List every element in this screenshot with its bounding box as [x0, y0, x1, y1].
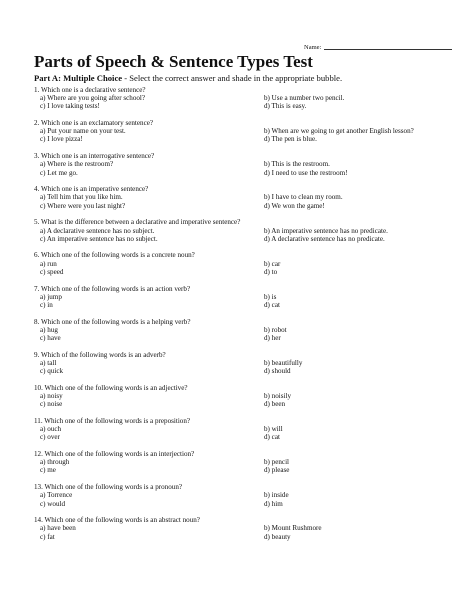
choice-c[interactable]: c) would	[40, 499, 66, 508]
choice-c[interactable]: c) in	[40, 300, 53, 309]
question	[34, 218, 454, 251]
question	[34, 251, 454, 284]
question-stem: 13. Which one of the following words is a pronoun?	[34, 483, 183, 492]
choice-d[interactable]: d) should	[264, 367, 291, 376]
choice-a[interactable]: a) Put your name on your test.	[40, 127, 126, 136]
choice-b[interactable]: b) An imperative sentence has no predicate.	[264, 226, 388, 235]
choice-a[interactable]: a) run	[40, 259, 57, 268]
question-stem: 6. Which one of the following words is a concrete noun?	[34, 251, 195, 260]
question-stem: 7. Which one of the following words is an action verb?	[34, 284, 191, 293]
question	[34, 86, 454, 119]
choice-a[interactable]: a) have been	[40, 524, 76, 533]
choice-b[interactable]: b) Use a number two pencil.	[264, 94, 345, 103]
question-stem: 9. Which of the following words is an adverb?	[34, 350, 166, 359]
choice-a[interactable]: a) Where are you going after school?	[40, 94, 146, 103]
choice-c[interactable]: c) over	[40, 433, 60, 442]
page-title: Parts of Speech & Sentence Types Test	[34, 52, 313, 71]
choice-a[interactable]: a) ouch	[40, 425, 62, 434]
name-underline[interactable]	[324, 49, 452, 50]
choice-c[interactable]: c) have	[40, 334, 61, 343]
choice-b[interactable]: b) This is the restroom.	[264, 160, 330, 169]
part-label: Part A: Multiple Choice	[34, 73, 123, 83]
question	[34, 285, 454, 318]
question	[34, 152, 454, 185]
choice-c[interactable]: c) me	[40, 466, 56, 475]
question-stem: 2. Which one is an exclamatory sentence?	[34, 119, 154, 128]
choice-c[interactable]: c) fat	[40, 532, 55, 541]
choice-b[interactable]: b) noisily	[264, 392, 291, 401]
choice-c[interactable]: c) speed	[40, 267, 64, 276]
question	[34, 516, 454, 549]
question-stem: 3. Which one is an interrogative sentence?	[34, 152, 155, 161]
choice-a[interactable]: a) A declarative sentence has no subject.	[40, 226, 155, 235]
question-stem: 4. Which one is an imperative sentence?	[34, 185, 149, 194]
choice-a[interactable]: a) Torrence	[40, 491, 73, 500]
choice-a[interactable]: a) Tell him that you like him.	[40, 193, 123, 202]
choice-a[interactable]: a) noisy	[40, 392, 63, 401]
choice-b[interactable]: b) will	[264, 425, 283, 434]
question	[34, 318, 454, 351]
question-stem: 8. Which one of the following words is a helping verb?	[34, 317, 191, 326]
choice-d[interactable]: d) This is easy.	[264, 102, 307, 111]
choice-d[interactable]: d) cat	[264, 300, 280, 309]
choice-b[interactable]: b) inside	[264, 491, 289, 500]
choice-c[interactable]: c) I love taking tests!	[40, 102, 100, 111]
question-stem: 11. Which one of the following words is a preposition?	[34, 416, 191, 425]
choice-a[interactable]: a) hug	[40, 325, 58, 334]
choice-c[interactable]: c) noise	[40, 400, 63, 409]
choice-d[interactable]: d) beauty	[264, 532, 291, 541]
choice-d[interactable]: d) The pen is blue.	[264, 135, 317, 144]
question	[34, 119, 454, 152]
question	[34, 351, 454, 384]
choice-c[interactable]: c) I love pizza!	[40, 135, 83, 144]
question-stem: 1. Which one is a declarative sentence?	[34, 86, 146, 94]
question	[34, 417, 454, 450]
choice-a[interactable]: a) tall	[40, 358, 57, 367]
choice-d[interactable]: d) please	[264, 466, 290, 475]
choice-d[interactable]: d) cat	[264, 433, 280, 442]
choice-d[interactable]: d) I need to use the restroom!	[264, 168, 348, 177]
question-stem: 14. Which one of the following words is an abstract noun?	[34, 516, 200, 525]
choice-a[interactable]: a) Where is the restroom?	[40, 160, 114, 169]
choice-d[interactable]: d) We won the game!	[264, 201, 325, 210]
name-field[interactable]	[304, 44, 452, 51]
choice-d[interactable]: d) been	[264, 400, 286, 409]
choice-c[interactable]: c) Let me go.	[40, 168, 78, 177]
choice-b[interactable]: b) robot	[264, 325, 287, 334]
choice-d[interactable]: d) her	[264, 334, 281, 343]
choice-c[interactable]: c) Where were you last night?	[40, 201, 126, 210]
choice-c[interactable]: c) An imperative sentence has no subject.	[40, 234, 158, 243]
choice-d[interactable]: d) him	[264, 499, 283, 508]
choice-b[interactable]: b) is	[264, 292, 277, 301]
question-stem: 12. Which one of the following words is an interjection?	[34, 450, 195, 459]
choice-a[interactable]: a) through	[40, 458, 70, 467]
question	[34, 450, 454, 483]
part-instructions: - Select the correct answer and shade in the appropriate bubble.	[124, 73, 343, 83]
question-stem: 10. Which one of the following words is an adjective?	[34, 383, 188, 392]
choice-b[interactable]: b) pencil	[264, 458, 290, 467]
choice-b[interactable]: b) car	[264, 259, 281, 268]
choice-b[interactable]: b) When are we going to get another English lesson?	[264, 127, 414, 136]
choice-b[interactable]: b) beautifully	[264, 358, 303, 367]
name-label: Name:	[304, 44, 322, 51]
part-a-heading	[34, 73, 342, 83]
choice-d[interactable]: d) to	[264, 267, 278, 276]
question-list	[34, 86, 454, 549]
question	[34, 185, 454, 218]
choice-a[interactable]: a) jump	[40, 292, 62, 301]
question	[34, 483, 454, 516]
choice-d[interactable]: d) A declarative sentence has no predicate.	[264, 234, 385, 243]
question-stem: 5. What is the difference between a declarative and imperative sentence?	[34, 218, 241, 227]
choice-b[interactable]: b) Mount Rushmore	[264, 524, 322, 533]
choice-c[interactable]: c) quick	[40, 367, 64, 376]
question	[34, 384, 454, 417]
choice-b[interactable]: b) I have to clean my room.	[264, 193, 343, 202]
